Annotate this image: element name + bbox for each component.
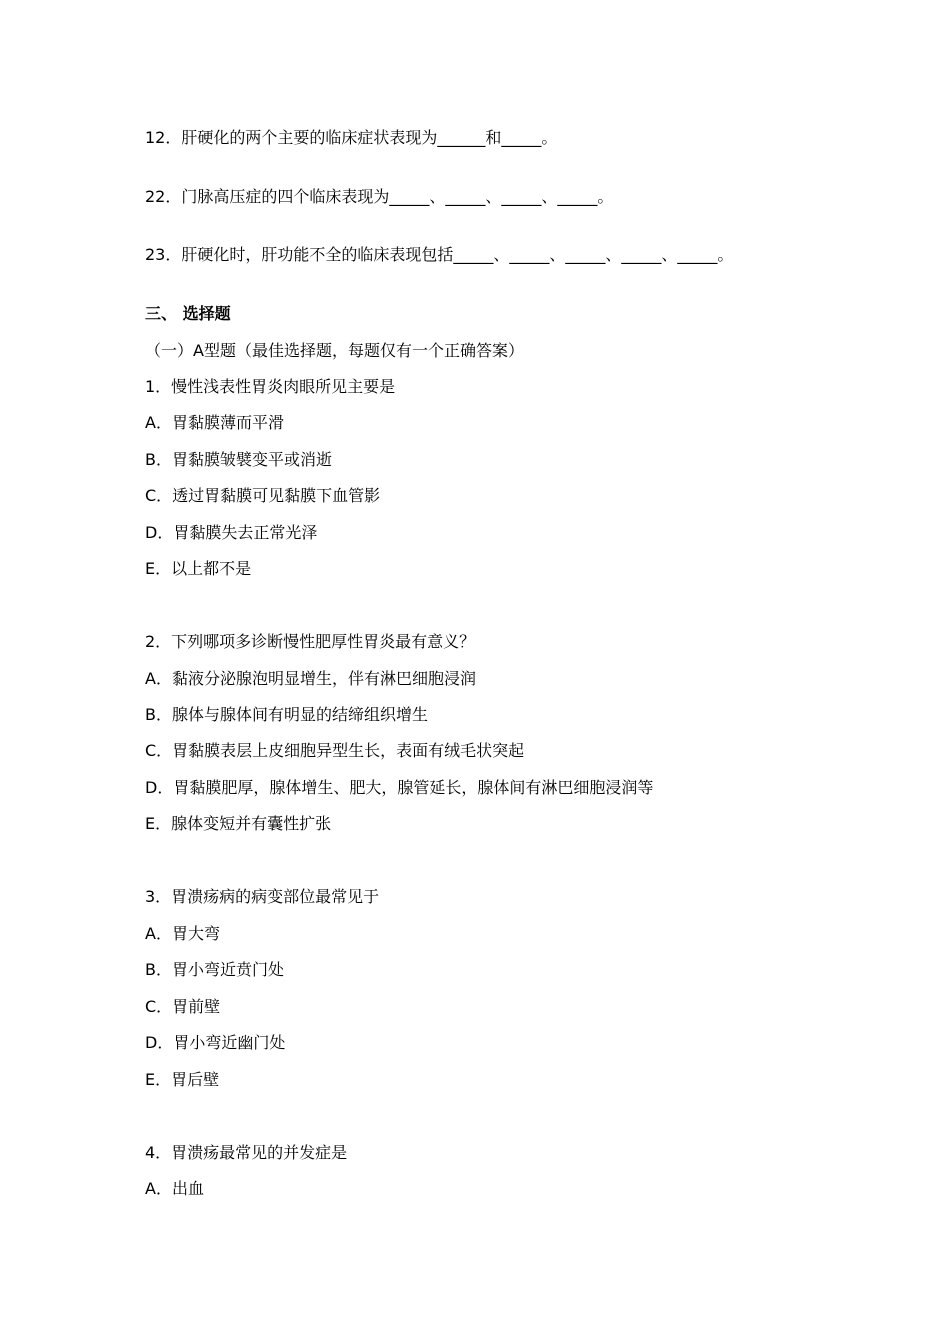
question-3-option-a: A．胃大弯 [145, 924, 220, 943]
question-1-option-a: A．胃黏膜薄而平滑 [145, 413, 284, 432]
question-2-option-e: E．腺体变短并有囊性扩张 [145, 814, 332, 833]
question-2-option-b: B．腺体与腺体间有明显的结缔组织增生 [145, 705, 428, 724]
question-1-option-b: B．胃黏膜皱襞变平或消逝 [145, 450, 332, 469]
question-4-stem: 4．胃溃疡最常见的并发症是 [145, 1143, 348, 1162]
question-1-option-c: C．透过胃黏膜可见黏膜下血管影 [145, 486, 381, 505]
question-2-option-d: D．胃黏膜肥厚，腺体增生、肥大，腺管延长，腺体间有淋巴细胞浸润等 [145, 778, 654, 797]
question-2-option-a: A．黏液分泌腺泡明显增生，伴有淋巴细胞浸润 [145, 669, 476, 688]
subsection-heading: （一）A型题（最佳选择题，每题仅有一个正确答案） [145, 341, 524, 360]
question-3-option-c: C．胃前壁 [145, 997, 221, 1016]
question-3-option-b: B．胃小弯近贲门处 [145, 960, 284, 979]
question-3-option-e: E．胃后壁 [145, 1070, 220, 1089]
question-1-option-e: E．以上都不是 [145, 559, 252, 578]
section-heading: 三、 选择题 [145, 304, 231, 323]
fill-blank-22: 22．门脉高压症的四个临床表现为_____、_____、_____、_____。 [145, 187, 614, 206]
question-1-stem: 1．慢性浅表性胃炎肉眼所见主要是 [145, 377, 396, 396]
question-3-stem: 3．胃溃疡病的病变部位最常见于 [145, 887, 380, 906]
question-4-option-a: A．出血 [145, 1179, 204, 1198]
question-2-stem: 2．下列哪项多诊断慢性肥厚性胃炎最有意义？ [145, 632, 476, 651]
question-1-option-d: D．胃黏膜失去正常光泽 [145, 523, 318, 542]
fill-blank-23: 23．肝硬化时，肝功能不全的临床表现包括_____、_____、_____、_____、_____。 [145, 245, 734, 264]
fill-blank-12: 12．肝硬化的两个主要的临床症状表现为______和_____。 [145, 128, 558, 147]
question-3-option-d: D．胃小弯近幽门处 [145, 1033, 286, 1052]
question-2-option-c: C．胃黏膜表层上皮细胞异型生长，表面有绒毛状突起 [145, 741, 525, 760]
